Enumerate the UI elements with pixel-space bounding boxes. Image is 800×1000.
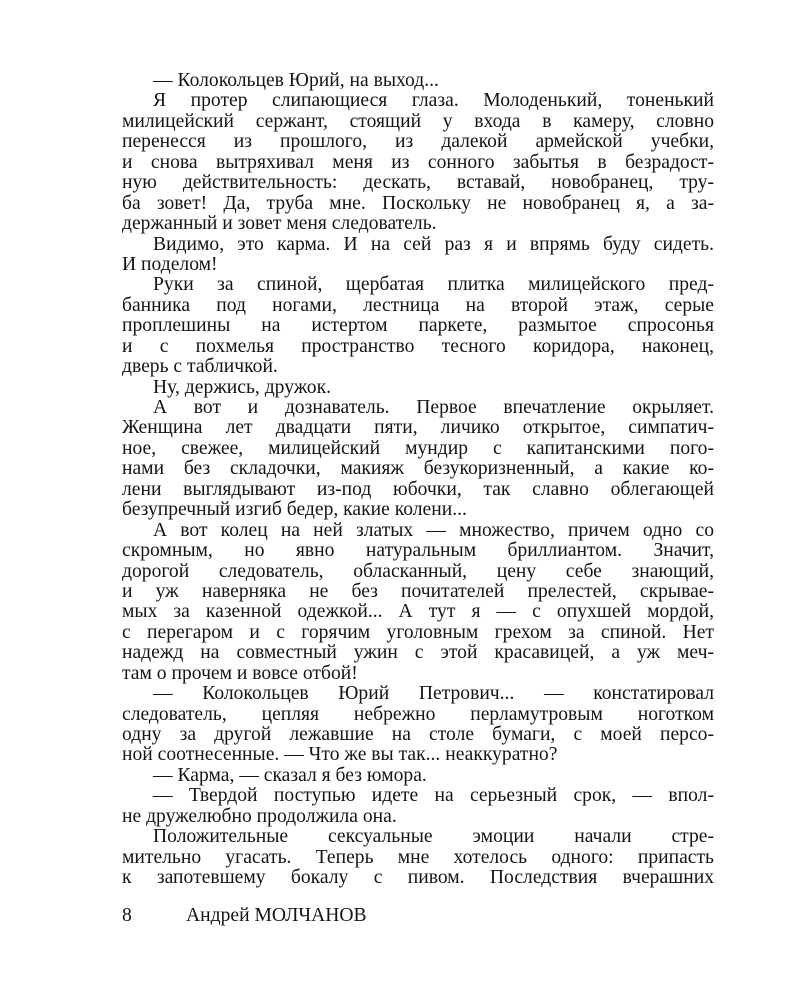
text-line: — Колокольцев Юрий Петрович... — констатировал (153, 684, 714, 705)
text-line: скромным, но явно натуральным бриллиантом. Значит, (122, 541, 714, 562)
text-line: и с похмелья пространство тесного коридора, наконец, (122, 336, 714, 357)
text-line: безупречный изгиб бедер, какие колени... (122, 499, 467, 521)
text-line: не дружелюбно продолжила она. (122, 805, 397, 827)
text-line: банника под ногами, лестница на второй этаж, серые (122, 295, 714, 316)
text-line: Женщина лет двадцати пяти, личико открытое, симпатич- (122, 418, 714, 439)
text-line: перенесся из прошлого, из далекой армейской учебки, (122, 132, 714, 153)
text-line: лени выглядывают из-под юбочки, так славно облегающей (122, 479, 714, 500)
text-line: и уж наверняка не без почитателей прелестей, скрывае- (122, 581, 714, 602)
text-line: Я протер слипающиеся глаза. Молоденький, тоненький (153, 91, 714, 112)
text-line: к запотевшему бокалу с пивом. Последствия вчерашних (122, 868, 714, 889)
text-line: ной соотнесенные. — Что же вы так... неаккуратно? (122, 744, 558, 766)
text-line: — Карма, — сказал я без юмора. (153, 764, 427, 786)
text-line: проплешины на истертом паркете, размытое спросонья (122, 316, 714, 337)
text-line: А вот и дознаватель. Первое впечатление окрыляет. (153, 398, 714, 418)
text-line: нами без складочки, макияж безукоризненный, а какие ко- (122, 459, 714, 480)
text-line: милицейский сержант, стоящий у входа в камеру, словно (122, 111, 714, 132)
text-line: мительно угасать. Теперь мне хотелось одного: припасть (122, 847, 714, 868)
text-line: А вот колец на ней златых — множество, причем одно со (153, 520, 714, 541)
text-line: Ну, держись, дружок. (153, 376, 332, 398)
page-number: 8 (122, 905, 132, 926)
text-line: следователь, цепляя небрежно перламутровым ноготком (122, 704, 714, 725)
text-line: ную действительность: дескать, вставай, новобранец, тру- (122, 173, 714, 194)
body-text (122, 71, 714, 889)
text-line: дверь с табличкой. (122, 356, 278, 378)
text-line: Положительные сексуальные эмоции начали стре- (153, 827, 714, 848)
running-title: Андрей МОЛЧАНОВ (186, 905, 367, 926)
text-line: мых за казенной одежкой... А тут я — с опухшей мордой, (122, 602, 714, 623)
page-footer (122, 904, 522, 928)
text-line: и снова вытряхивал меня из сонного забытья в безрадост- (122, 152, 714, 173)
text-line: надежд на совместный ужин с этой красавицей, а уж меч- (122, 643, 714, 664)
text-line: — Колокольцев Юрий, на выход... (153, 70, 439, 91)
text-line: там о прочем и вовсе отбой! (122, 662, 358, 684)
text-line: с перегаром и с горячим уголовным грехом за спиной. Нет (122, 622, 714, 643)
text-line: дорогой следователь, обласканный, цену себе знающий, (122, 561, 714, 582)
text-line: И поделом! (122, 253, 218, 275)
text-line: Видимо, это карма. И на сей раз я и впрямь буду сидеть. (153, 234, 714, 255)
text-line: Руки за спиной, щербатая плитка милицейского пред- (153, 275, 714, 296)
text-line: ное, свежее, милицейский мундир с капитанскими пого- (122, 438, 714, 459)
text-line: — Твердой поступью идете на серьезный срок, — впол- (153, 786, 714, 807)
text-line: ба зовет! Да, труба мне. Поскольку не новобранец я, а за- (122, 193, 714, 214)
text-line: держанный и зовет меня следователь. (122, 213, 437, 235)
text-line: одну за другой лежавшие на столе бумаги, с моей персо- (122, 725, 714, 745)
